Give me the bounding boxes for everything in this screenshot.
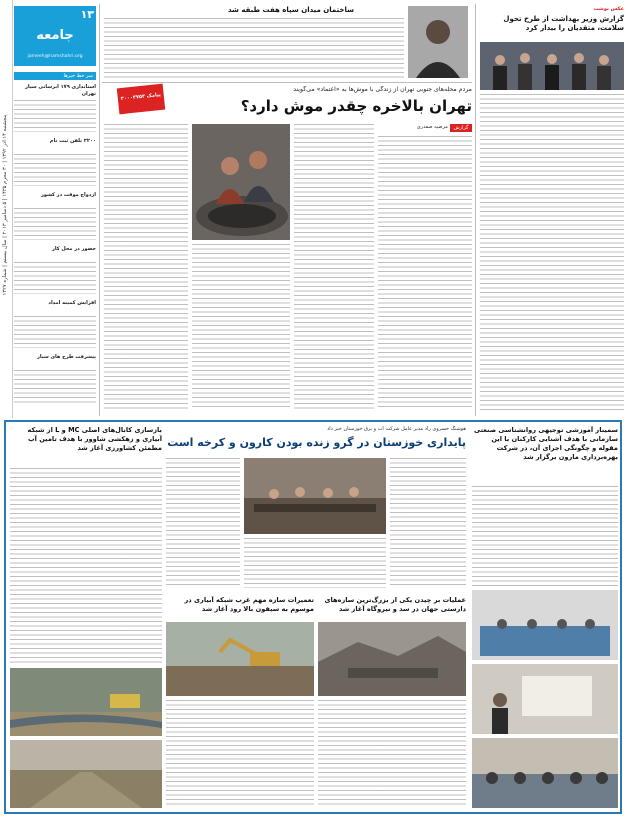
top-left-story-head[interactable]: ساختمان میدان سپاه هفت طبقه شد <box>228 6 354 14</box>
divider <box>102 82 472 83</box>
story1-col-2 <box>244 538 386 588</box>
main-headline[interactable]: تهران بالاخره چقدر موش دارد؟ <box>240 97 472 115</box>
dam-photo-icon <box>318 622 466 696</box>
story5-photo <box>166 622 314 696</box>
sms-badge-text: پیامک ۳۰۰۰۳۷۵۳ <box>120 91 162 103</box>
speaker-photo-icon <box>472 664 618 734</box>
story2-text <box>10 468 162 664</box>
portrait-photo <box>408 6 468 78</box>
dateline: پنجشنبه ۱۴ آذر ۱۳۹۲ | ۳۰ محرم ۱۴۳۵ | ۵ دسامبر ۲۰۱۳ | سال بیستم | شماره ۱۳۲۷ <box>2 114 8 296</box>
conference-photo-icon <box>244 458 386 534</box>
list-item[interactable]: حضور در محل کار <box>14 246 96 296</box>
list-item[interactable]: استانداری ۱۷۹ آبرسانی سیار تهران <box>14 84 96 134</box>
story3-photo-3 <box>472 738 618 808</box>
children-photo-icon <box>192 124 290 240</box>
story3-photo-1 <box>472 590 618 660</box>
right-head[interactable]: گزارش وزیر بهداشت از طرح تحول سلامت، متقدیان را بیدار کرد <box>503 15 624 32</box>
story1-kicker: هوشنگ خسروی راد مدیر عامل شرکت آب و برق خوزستان خبر داد <box>327 426 466 432</box>
story4-head[interactable]: عملیات بر چیدن یکی از بزرگ‌ترین سازه‌های دارستی جهان در سد و نیروگاه آغاز شد <box>324 596 466 613</box>
main-kicker: مردم محله‌های جنوبی تهران از زندگی با موش‌ها به «اعتماد» می‌گویند <box>293 86 472 93</box>
brand-title: جامعه <box>36 28 74 43</box>
story2-photo-1 <box>10 668 162 736</box>
excavator-photo-icon <box>166 622 314 696</box>
story4-photo <box>318 622 466 696</box>
story5-text <box>166 700 314 808</box>
main-col-2 <box>192 244 290 410</box>
story1-col-1 <box>166 458 240 588</box>
right-col-text <box>480 94 624 410</box>
story1-head[interactable]: پایداری خوزستان در گرو زنده بودن کارون و کرخه است <box>167 436 466 449</box>
main-photo <box>192 124 290 240</box>
seminar-hall-icon <box>472 590 618 660</box>
right-tag: عکس نوشت <box>593 6 624 12</box>
list-item[interactable]: پیشرفت طرح های سیار <box>14 354 96 406</box>
page-number: ۱۳ <box>80 8 94 21</box>
story1-photo <box>244 458 386 534</box>
list-item[interactable]: ازدواج موقت در کشور <box>14 192 96 242</box>
story3-head[interactable]: سمینار آموزشی توجیهی روانشناسی صنعتی سازمانی با هدف آشنایی کارکنان با این مقوله و چگونگی اجرای آن، در شرکت بهره‌برداری مارون برگزار شد <box>473 426 618 461</box>
right-photo <box>480 42 624 90</box>
main-col-1 <box>104 124 188 410</box>
canal-photo-icon <box>10 668 162 736</box>
list-item[interactable]: افزایش کمیته امداد <box>14 300 96 350</box>
story2-head[interactable]: بازسازی کانال‌های اصلی MC و L از شبکه آبیاری و زهکشی شاوور با هدف تامین آب مطمئن کشاورزی آغاز شد <box>27 426 162 452</box>
divider <box>99 4 100 416</box>
story2-photo-2 <box>10 740 162 808</box>
story4-text <box>318 700 466 808</box>
story3-photo-2 <box>472 664 618 734</box>
meeting-photo-icon <box>480 42 624 90</box>
list-item[interactable]: ۳۲۰۰ تلفن ثبت نام <box>14 138 96 188</box>
top-left-story-text <box>104 18 404 78</box>
canal-works-icon <box>10 740 162 808</box>
brand-email[interactable]: jameeh@hamshahri.org <box>27 54 83 59</box>
story3-text <box>472 486 618 586</box>
portrait-icon <box>408 6 468 78</box>
story5-head[interactable]: تعمیرات سازه مهم غرب شبکه آبیاری در موسوم به سیفون بالا رود آغاز شد <box>184 596 314 613</box>
section-label: گزارش <box>450 124 472 132</box>
audience-photo-icon <box>472 738 618 808</box>
divider <box>475 4 476 416</box>
left-rail-list <box>14 84 96 410</box>
left-rail-tag: سر خط خبرها <box>14 72 96 80</box>
story1-col-3 <box>390 458 466 588</box>
main-col-3 <box>294 124 374 410</box>
byline: مرضیه صفدری <box>416 124 448 130</box>
main-col-4 <box>378 136 472 410</box>
